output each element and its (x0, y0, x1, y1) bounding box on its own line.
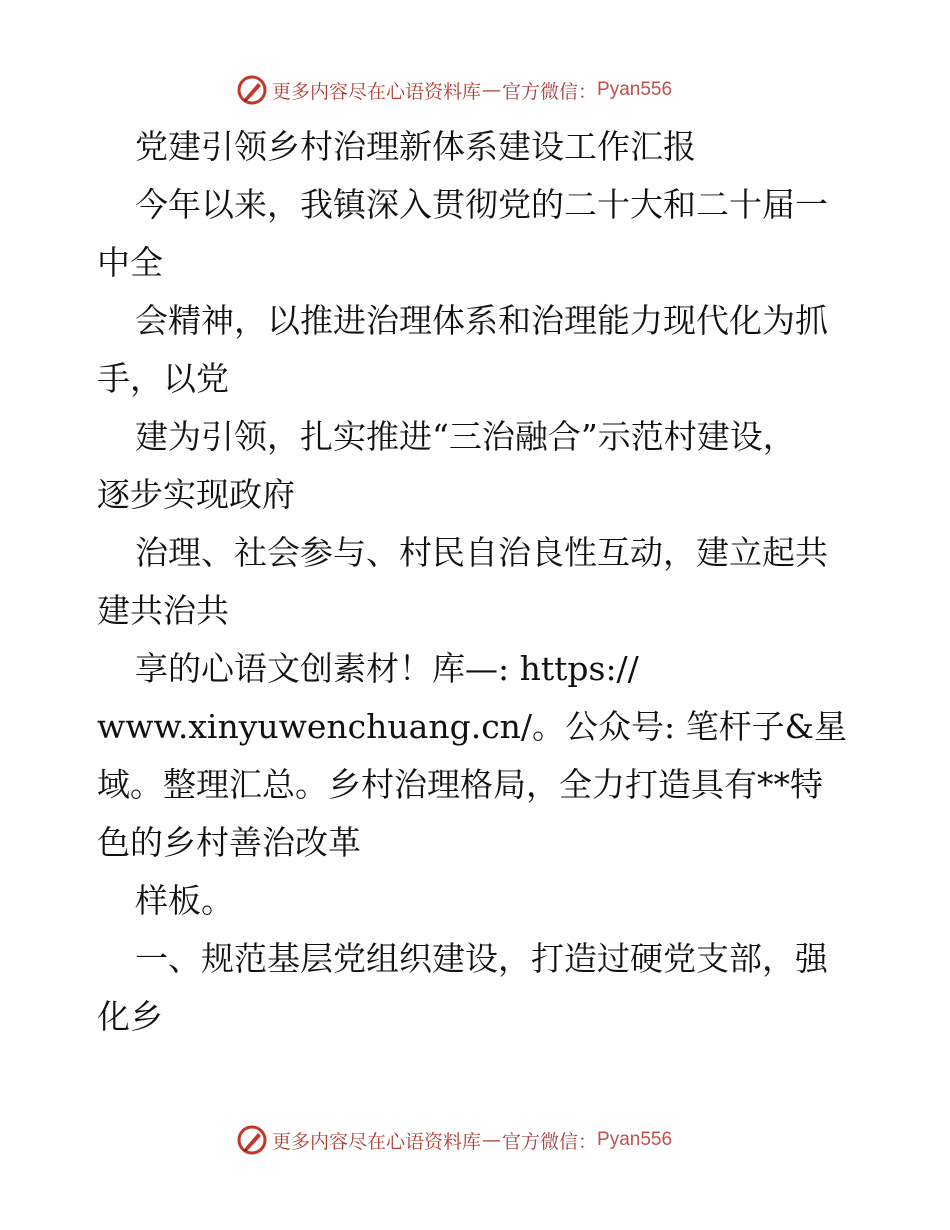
paragraph-line: 域。整理汇总。乡村治理格局，全力打造具有**特 (97, 765, 823, 804)
paragraph-line: 逐步实现政府 (97, 475, 295, 514)
paragraph-line: 会精神，以推进治理体系和治理能力现代化为抓 (135, 301, 828, 340)
paragraph-line: 建为引领，扎实推进“三治融合”示范村建设， (135, 417, 796, 456)
paragraph-line: www.xinyuwenchuang.cn/。公众号: 笔杆子&星 (97, 707, 848, 746)
footer-banner[interactable] (236, 1122, 756, 1158)
document-title: 党建引领乡村治理新体系建设工作汇报 (135, 127, 696, 166)
paragraph-line: 手，以党 (97, 359, 229, 398)
banner-main-text: 更多内容尽在心语资料库 (272, 80, 482, 103)
paragraph-line: 治理、社会参与、村民自治良性互动，建立起共 (135, 533, 828, 572)
banner-dash: — (482, 1129, 502, 1151)
paragraph-line: 色的乡村善治改革 (97, 823, 361, 862)
paragraph-line: 今年以来，我镇深入贯彻党的二十大和二十届一 (135, 185, 828, 224)
banner-wechat-id: Pyan556 (597, 79, 673, 100)
paragraph-line: 建共治共 (97, 591, 229, 630)
paragraph-line: 化乡 (97, 997, 163, 1036)
document-body (97, 118, 857, 1046)
banner-wechat-id: Pyan556 (597, 1129, 673, 1150)
banner-main-text: 更多内容尽在心语资料库 (272, 1130, 482, 1153)
paragraph-line: 样板。 (135, 881, 234, 920)
banner-wechat-label: 官方微信： (502, 1130, 598, 1153)
header-banner[interactable] (236, 72, 756, 108)
banner-wechat-label: 官方微信： (502, 80, 598, 103)
pen-logo-icon (236, 1124, 268, 1156)
pen-logo-icon (236, 74, 268, 106)
banner-dash: — (482, 79, 502, 101)
paragraph-line: 一、规范基层党组织建设，打造过硬党支部，强 (135, 939, 828, 978)
paragraph-line: 中全 (97, 243, 163, 282)
paragraph-line: 享的心语文创素材！库—: https:// (135, 649, 639, 688)
